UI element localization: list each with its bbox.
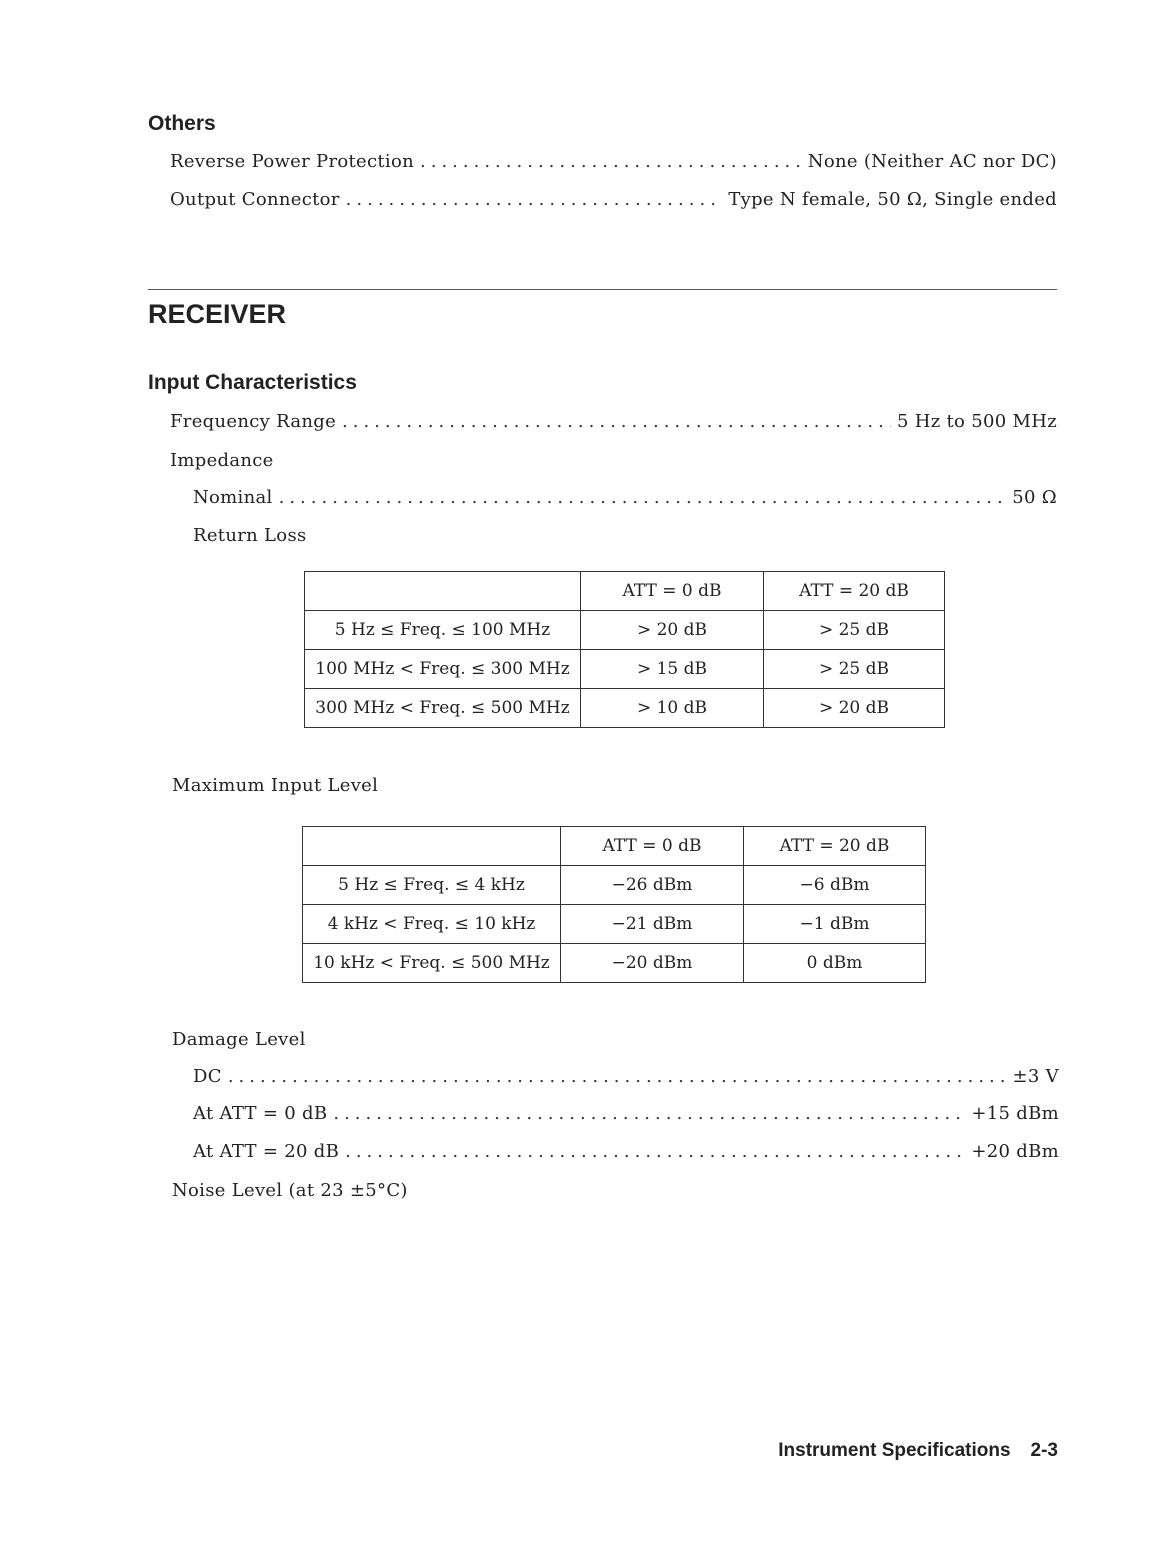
table-cell: −6 dBm: [744, 866, 926, 905]
table-row: [303, 866, 926, 905]
table-cell: 5 Hz ≤ Freq. ≤ 100 MHz: [305, 611, 581, 650]
spec-label: At ATT = 20 dB: [193, 1141, 340, 1162]
spec-label: Frequency Range: [170, 411, 337, 432]
others-heading: Others: [148, 112, 216, 135]
table-cell: −20 dBm: [561, 944, 744, 983]
spec-line: [193, 1066, 1059, 1087]
table-header: ATT = 0 dB: [561, 827, 744, 866]
table-row: [303, 905, 926, 944]
table-cell: > 10 dB: [581, 689, 764, 728]
table-row: [305, 611, 945, 650]
table-cell: −21 dBm: [561, 905, 744, 944]
return-loss-table: [304, 571, 945, 728]
spec-value: None (Neither AC nor DC): [807, 151, 1057, 172]
receiver-heading: RECEIVER: [148, 299, 287, 329]
table-cell: −1 dBm: [744, 905, 926, 944]
spec-value: ±3 V: [1012, 1066, 1059, 1087]
page-footer: [778, 1440, 1058, 1462]
table-cell: 300 MHz < Freq. ≤ 500 MHz: [305, 689, 581, 728]
table-cell: [305, 572, 581, 611]
spec-line: [170, 189, 1057, 210]
spec-line: [193, 487, 1057, 508]
table-cell: > 15 dB: [581, 650, 764, 689]
table-header-row: [303, 827, 926, 866]
max-input-table: [302, 826, 926, 983]
input-characteristics-heading: Input Characteristics: [148, 371, 357, 394]
table-cell: > 20 dB: [581, 611, 764, 650]
spec-value: 5 Hz to 500 MHz: [896, 411, 1057, 432]
spec-value: +15 dBm: [971, 1103, 1059, 1124]
table-header: ATT = 0 dB: [581, 572, 764, 611]
table-row: [305, 650, 945, 689]
table-cell: 100 MHz < Freq. ≤ 300 MHz: [305, 650, 581, 689]
table-row: [303, 944, 926, 983]
spec-label: At ATT = 0 dB: [193, 1103, 328, 1124]
table-cell: 4 kHz < Freq. ≤ 10 kHz: [303, 905, 561, 944]
spec-label: DC: [193, 1066, 222, 1087]
spec-label: Reverse Power Protection: [170, 151, 414, 172]
return-loss-label: Return Loss: [193, 525, 307, 546]
footer-title: Instrument Specifications: [778, 1440, 1011, 1461]
spec-line: [170, 411, 1057, 432]
spec-label: Nominal: [193, 487, 273, 508]
table-cell: [303, 827, 561, 866]
spec-line: [193, 1141, 1059, 1162]
table-header: ATT = 20 dB: [764, 572, 945, 611]
noise-level-label: Noise Level (at 23 ±5°C): [172, 1180, 408, 1201]
table-cell: 10 kHz < Freq. ≤ 500 MHz: [303, 944, 561, 983]
damage-level-label: Damage Level: [172, 1029, 306, 1050]
table-row: [305, 689, 945, 728]
spec-line: [193, 1103, 1059, 1124]
table-header-row: [305, 572, 945, 611]
table-cell: 5 Hz ≤ Freq. ≤ 4 kHz: [303, 866, 561, 905]
table-cell: −26 dBm: [561, 866, 744, 905]
spec-value: +20 dBm: [971, 1141, 1059, 1162]
page-number: 2-3: [1030, 1440, 1058, 1461]
table-header: ATT = 20 dB: [744, 827, 926, 866]
section-divider: [148, 289, 1057, 290]
impedance-label: Impedance: [170, 450, 274, 471]
table-cell: > 25 dB: [764, 611, 945, 650]
spec-label: Output Connector: [170, 189, 340, 210]
spec-line: [170, 151, 1057, 172]
max-input-label: Maximum Input Level: [172, 775, 379, 796]
table-cell: > 25 dB: [764, 650, 945, 689]
spec-value: 50 Ω: [1012, 487, 1057, 508]
table-cell: > 20 dB: [764, 689, 945, 728]
table-cell: 0 dBm: [744, 944, 926, 983]
spec-value: Type N female, 50 Ω, Single ended: [728, 189, 1057, 210]
